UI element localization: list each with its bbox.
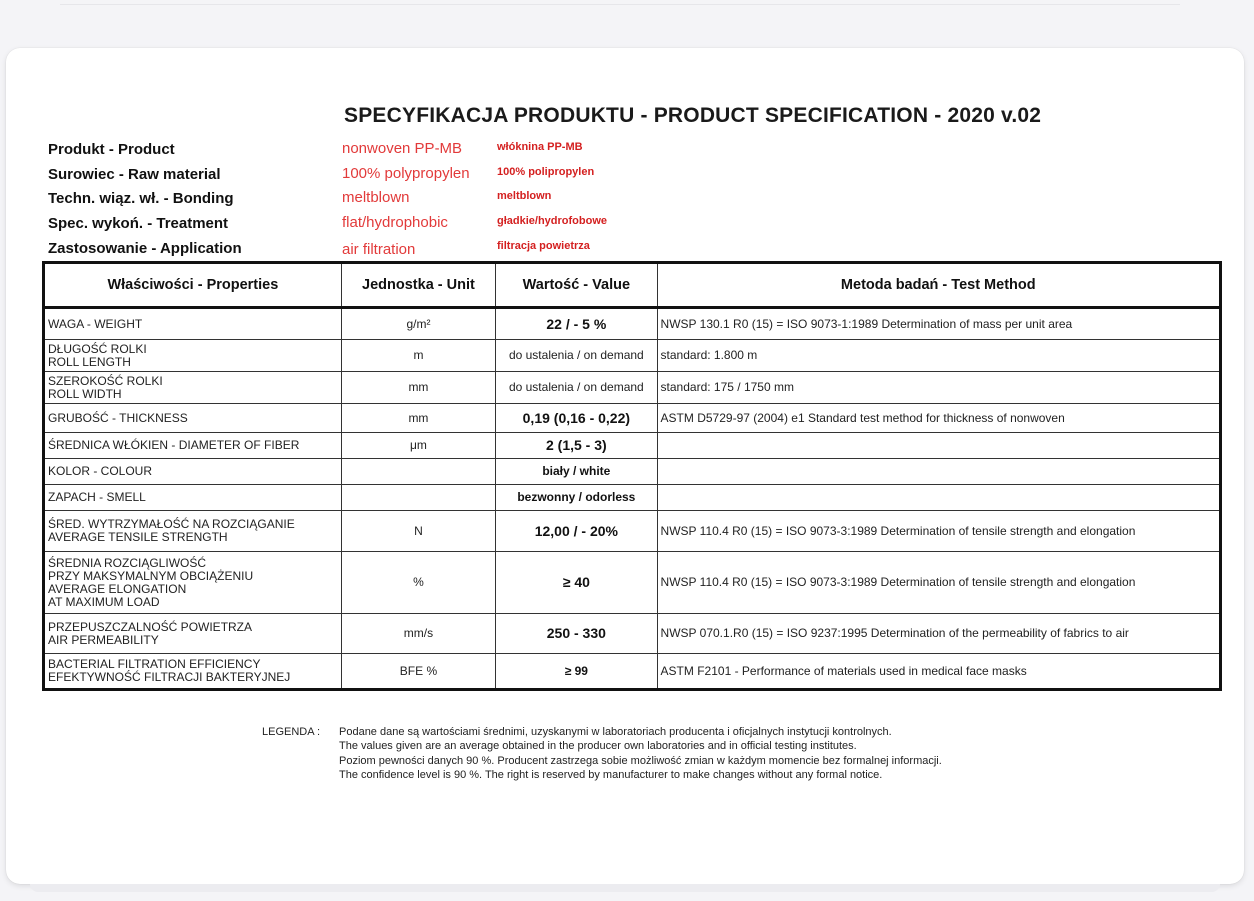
legend-label: LEGENDA : <box>262 726 321 738</box>
table-row <box>44 459 1221 485</box>
property-cell <box>44 614 342 654</box>
value-cell: 2 (1,5 - 3) <box>496 433 657 459</box>
property-line: PRZY MAKSYMALNYM OBCIĄŻENIU <box>48 568 254 583</box>
unit-cell: mm/s <box>341 614 495 654</box>
value-cell: biały / white <box>496 459 657 485</box>
value-cell: do ustalenia / on demand <box>496 340 657 372</box>
property-cell <box>44 372 342 404</box>
spec-label: Produkt - Product <box>48 141 175 158</box>
method-cell: ASTM D5729-97 (2004) e1 Standard test method for thickness of nonwoven <box>657 404 1220 433</box>
table-row <box>44 511 1221 552</box>
header-unit: Jednostka - Unit <box>341 263 495 308</box>
properties-table <box>42 261 1222 691</box>
spec-value-pl: 100% polipropylen <box>497 166 595 178</box>
property-line: ROLL WIDTH <box>48 386 122 401</box>
method-cell: NWSP 110.4 R0 (15) = ISO 9073-3:1989 Determination of tensile strength and elongation <box>657 511 1220 552</box>
method-cell: standard: 1.800 m <box>657 340 1220 372</box>
table-row <box>44 308 1221 340</box>
property-line: ZAPACH - SMELL <box>48 490 146 504</box>
unit-cell: N <box>341 511 495 552</box>
unit-cell: % <box>341 552 495 614</box>
table-header-row <box>44 263 1221 308</box>
header-properties: Właściwości - Properties <box>44 263 342 308</box>
property-cell <box>44 511 342 552</box>
spec-value-en: air filtration <box>342 241 416 258</box>
header-value: Wartość - Value <box>496 263 657 308</box>
table-row <box>44 485 1221 511</box>
property-line: ŚRED. WYTRZYMAŁOŚĆ NA ROZCIĄGANIE <box>48 517 295 531</box>
spec-label: Techn. wiąz. wł. - Bonding <box>48 190 234 207</box>
property-line: PRZEPUSZCZALNOŚĆ POWIETRZA <box>48 619 253 634</box>
property-line: AT MAXIMUM LOAD <box>48 594 160 609</box>
spec-value-en: flat/hydrophobic <box>342 214 448 231</box>
table-row <box>44 372 1221 404</box>
legend-line: Poziom pewności danych 90 %. Producent zastrzega sobie możliwość zmian w każdym momencie bez formalnej informacji. <box>339 754 942 767</box>
method-cell: ASTM F2101 - Performance of materials used in medical face masks <box>657 654 1220 690</box>
property-cell <box>44 485 342 511</box>
value-cell: ≥ 99 <box>496 654 657 690</box>
value-cell: 0,19 (0,16 - 0,22) <box>496 404 657 433</box>
property-cell <box>44 459 342 485</box>
spec-value-en: nonwoven PP-MB <box>342 140 463 157</box>
value-cell: 250 - 330 <box>496 614 657 654</box>
spec-value-pl: włóknina PP-MB <box>497 141 583 153</box>
unit-cell <box>341 459 495 485</box>
property-line: ROLL LENGTH <box>48 354 131 369</box>
table-row <box>44 433 1221 459</box>
unit-cell: BFE % <box>341 654 495 690</box>
property-cell <box>44 308 342 340</box>
spec-value-pl: filtracja powietrza <box>497 240 590 252</box>
table-row <box>44 654 1221 690</box>
table-row <box>44 340 1221 372</box>
spec-value-pl: meltblown <box>497 190 552 202</box>
unit-cell: g/m² <box>341 308 495 340</box>
property-line: EFEKTYWNOŚĆ FILTRACJI BAKTERYJNEJ <box>48 670 291 684</box>
method-cell <box>657 485 1220 511</box>
unit-cell: mm <box>341 404 495 433</box>
value-cell: 22 / - 5 % <box>496 308 657 340</box>
value-cell: bezwonny / odorless <box>496 485 657 511</box>
property-line: ŚREDNICA WŁÓKIEN - DIAMETER OF FIBER <box>48 438 300 452</box>
property-line: WAGA - WEIGHT <box>48 316 143 331</box>
property-cell <box>44 552 342 614</box>
property-cell <box>44 654 342 690</box>
unit-cell: mm <box>341 372 495 404</box>
table-row <box>44 614 1221 654</box>
legend-line: Podane dane są wartościami średnimi, uzyskanymi w laboratoriach producenta i oficjalnych instytucji kontrolnych. <box>339 726 892 738</box>
legend-line: The values given are an average obtained in the producer own laboratories and in official testing institutes. <box>339 740 857 753</box>
method-cell: NWSP 130.1 R0 (15) = ISO 9073-1:1989 Determination of mass per unit area <box>657 308 1220 340</box>
method-cell <box>657 433 1220 459</box>
table-row <box>44 404 1221 433</box>
property-line: ŚREDNIA ROZCIĄGLIWOŚĆ <box>48 555 207 570</box>
spec-label: Zastosowanie - Application <box>48 240 242 257</box>
method-cell: NWSP 070.1.R0 (15) = ISO 9237:1995 Determination of the permeability of fabrics to air <box>657 614 1220 654</box>
legend-text <box>339 725 942 782</box>
method-cell: standard: 175 / 1750 mm <box>657 372 1220 404</box>
unit-cell: m <box>341 340 495 372</box>
property-line: AVERAGE TENSILE STRENGTH <box>48 530 228 544</box>
value-cell: 12,00 / - 20% <box>496 511 657 552</box>
value-cell: ≥ 40 <box>496 552 657 614</box>
spec-value-en: meltblown <box>342 189 410 206</box>
page-title: SPECYFIKACJA PRODUKTU - PRODUCT SPECIFICATION - 2020 v.02 <box>344 104 1042 127</box>
top-divider <box>60 4 1180 5</box>
property-cell <box>44 433 342 459</box>
property-cell <box>44 340 342 372</box>
spec-value-en: 100% polypropylen <box>342 165 470 182</box>
method-cell: NWSP 110.4 R0 (15) = ISO 9073-3:1989 Determination of tensile strength and elongation <box>657 552 1220 614</box>
legend-line: The confidence level is 90 %. The right is reserved by manufacturer to make changes without any formal notice. <box>339 768 883 781</box>
property-line: BACTERIAL FILTRATION EFFICIENCY <box>48 657 261 671</box>
unit-cell: μm <box>341 433 495 459</box>
property-line: KOLOR - COLOUR <box>48 464 153 478</box>
property-line: AIR PERMEABILITY <box>48 632 159 647</box>
spec-value-pl: gładkie/hydrofobowe <box>497 215 608 227</box>
table-row <box>44 552 1221 614</box>
header-test-method: Metoda badań - Test Method <box>657 263 1220 308</box>
property-cell <box>44 404 342 433</box>
value-cell: do ustalenia / on demand <box>496 372 657 404</box>
spec-label: Spec. wykoń. - Treatment <box>48 215 229 232</box>
property-line: GRUBOŚĆ - THICKNESS <box>48 410 188 425</box>
spec-label: Surowiec - Raw material <box>48 166 221 183</box>
card-bottom-edge <box>30 884 1220 892</box>
method-cell <box>657 459 1220 485</box>
property-line: AVERAGE ELONGATION <box>48 581 187 596</box>
property-line: DŁUGOŚĆ ROLKI <box>48 341 147 356</box>
unit-cell <box>341 485 495 511</box>
property-line: SZEROKOŚĆ ROLKI <box>48 373 163 388</box>
